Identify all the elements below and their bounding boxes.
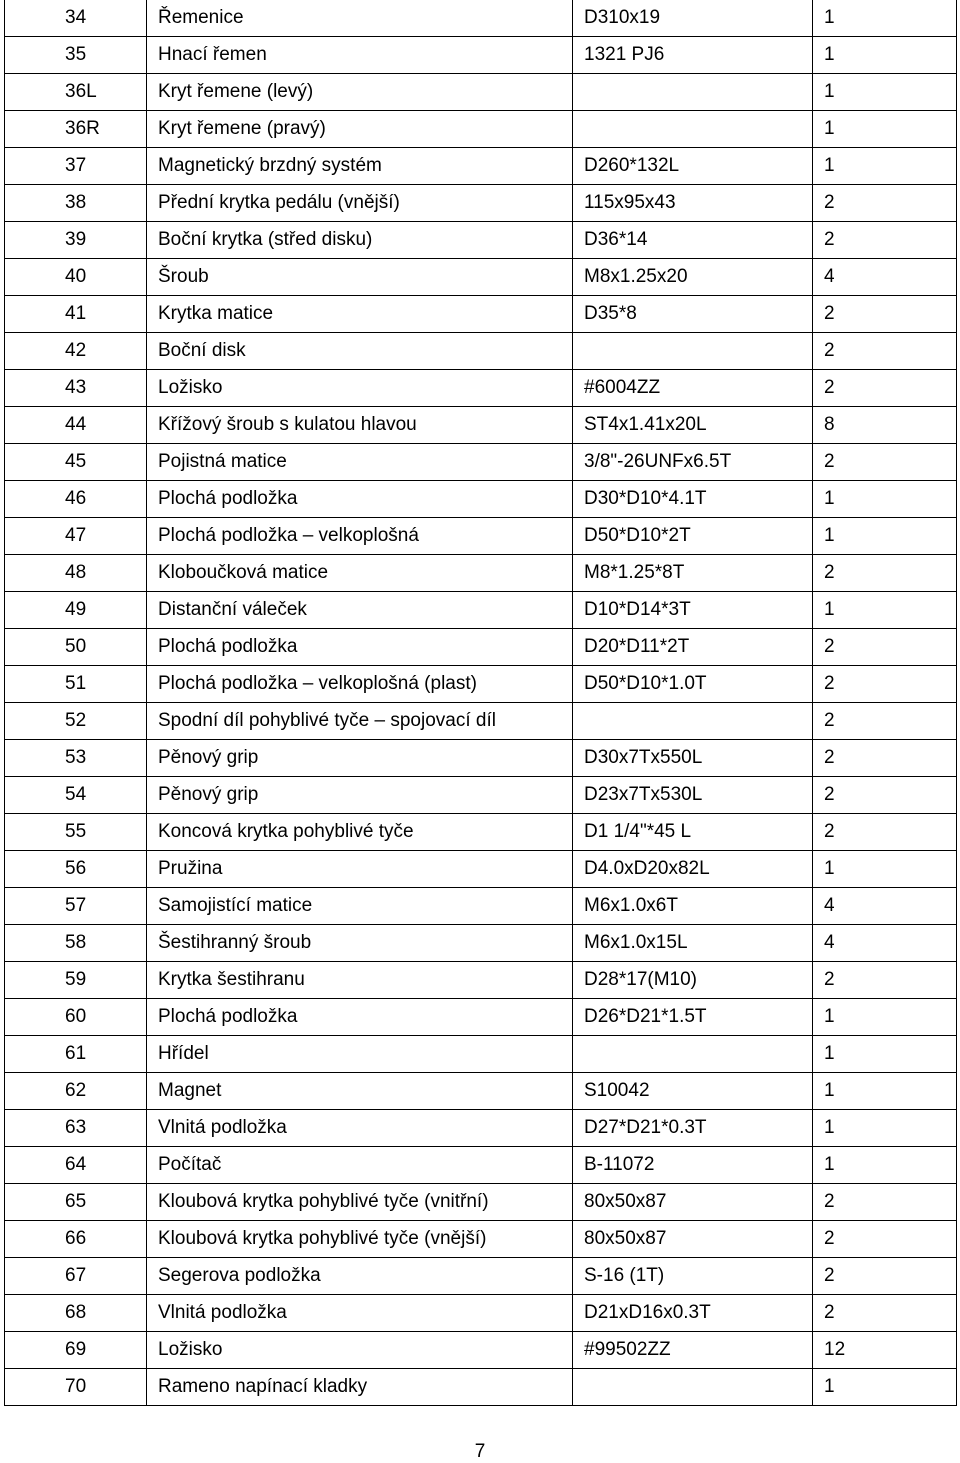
table-row <box>5 1295 957 1332</box>
part-name-cell: Vlnitá podložka <box>147 1110 573 1147</box>
part-number-cell: 63 <box>5 1110 147 1147</box>
part-name-cell: Šroub <box>147 259 573 296</box>
part-qty-cell: 2 <box>813 185 957 222</box>
part-qty-cell: 1 <box>813 999 957 1036</box>
part-number-cell: 39 <box>5 222 147 259</box>
part-qty-cell: 1 <box>813 1110 957 1147</box>
part-number-cell: 36R <box>5 111 147 148</box>
part-name-cell: Plochá podložka <box>147 629 573 666</box>
part-name-cell: Přední krytka pedálu (vnější) <box>147 185 573 222</box>
part-name-cell: Hřídel <box>147 1036 573 1073</box>
table-row <box>5 148 957 185</box>
part-number-cell: 60 <box>5 999 147 1036</box>
table-row <box>5 370 957 407</box>
part-number-cell: 59 <box>5 962 147 999</box>
table-row <box>5 333 957 370</box>
table-row <box>5 37 957 74</box>
part-name-cell: Pěnový grip <box>147 740 573 777</box>
part-name-cell: Počítač <box>147 1147 573 1184</box>
part-name-cell: Vlnitá podložka <box>147 1295 573 1332</box>
table-row <box>5 888 957 925</box>
part-number-cell: 68 <box>5 1295 147 1332</box>
part-qty-cell: 2 <box>813 296 957 333</box>
table-row <box>5 666 957 703</box>
part-number-cell: 66 <box>5 1221 147 1258</box>
table-row <box>5 296 957 333</box>
table-row <box>5 629 957 666</box>
part-qty-cell: 2 <box>813 222 957 259</box>
part-spec-cell: S-16 (1T) <box>573 1258 813 1295</box>
table-row <box>5 1110 957 1147</box>
table-row <box>5 74 957 111</box>
part-qty-cell: 12 <box>813 1332 957 1369</box>
table-row <box>5 1036 957 1073</box>
part-spec-cell <box>573 74 813 111</box>
part-qty-cell: 2 <box>813 629 957 666</box>
part-number-cell: 34 <box>5 0 147 37</box>
part-qty-cell: 2 <box>813 555 957 592</box>
part-number-cell: 69 <box>5 1332 147 1369</box>
part-qty-cell: 1 <box>813 1147 957 1184</box>
part-qty-cell: 4 <box>813 925 957 962</box>
part-number-cell: 40 <box>5 259 147 296</box>
table-row <box>5 592 957 629</box>
part-name-cell: Plochá podložka – velkoplošná <box>147 518 573 555</box>
part-spec-cell <box>573 1369 813 1406</box>
part-number-cell: 47 <box>5 518 147 555</box>
part-number-cell: 49 <box>5 592 147 629</box>
part-spec-cell: D21xD16x0.3T <box>573 1295 813 1332</box>
part-spec-cell: D30*D10*4.1T <box>573 481 813 518</box>
part-number-cell: 35 <box>5 37 147 74</box>
part-name-cell: Distanční váleček <box>147 592 573 629</box>
part-name-cell: Kryt řemene (pravý) <box>147 111 573 148</box>
table-row <box>5 259 957 296</box>
part-spec-cell: D20*D11*2T <box>573 629 813 666</box>
table-row <box>5 1073 957 1110</box>
part-name-cell: Kloboučková matice <box>147 555 573 592</box>
part-spec-cell: D36*14 <box>573 222 813 259</box>
table-row <box>5 555 957 592</box>
part-number-cell: 38 <box>5 185 147 222</box>
part-qty-cell: 1 <box>813 74 957 111</box>
part-spec-cell: 80x50x87 <box>573 1184 813 1221</box>
part-number-cell: 51 <box>5 666 147 703</box>
part-spec-cell <box>573 111 813 148</box>
part-qty-cell: 2 <box>813 444 957 481</box>
part-spec-cell: #99502ZZ <box>573 1332 813 1369</box>
part-qty-cell: 8 <box>813 407 957 444</box>
table-row <box>5 851 957 888</box>
part-number-cell: 45 <box>5 444 147 481</box>
part-spec-cell: D26*D21*1.5T <box>573 999 813 1036</box>
part-qty-cell: 1 <box>813 1369 957 1406</box>
table-row <box>5 1258 957 1295</box>
part-spec-cell: D260*132L <box>573 148 813 185</box>
part-qty-cell: 2 <box>813 333 957 370</box>
part-number-cell: 56 <box>5 851 147 888</box>
part-spec-cell: M8x1.25x20 <box>573 259 813 296</box>
part-number-cell: 44 <box>5 407 147 444</box>
part-name-cell: Kloubová krytka pohyblivé tyče (vnitřní) <box>147 1184 573 1221</box>
part-spec-cell: D4.0xD20x82L <box>573 851 813 888</box>
part-number-cell: 52 <box>5 703 147 740</box>
part-spec-cell: 80x50x87 <box>573 1221 813 1258</box>
part-name-cell: Krytka matice <box>147 296 573 333</box>
table-row <box>5 1332 957 1369</box>
part-name-cell: Ložisko <box>147 370 573 407</box>
part-name-cell: Plochá podložka <box>147 481 573 518</box>
part-name-cell: Koncová krytka pohyblivé tyče <box>147 814 573 851</box>
part-number-cell: 67 <box>5 1258 147 1295</box>
part-name-cell: Segerova podložka <box>147 1258 573 1295</box>
part-name-cell: Křížový šroub s kulatou hlavou <box>147 407 573 444</box>
part-name-cell: Ložisko <box>147 1332 573 1369</box>
parts-table <box>4 0 957 1406</box>
part-qty-cell: 2 <box>813 1295 957 1332</box>
part-qty-cell: 2 <box>813 666 957 703</box>
part-qty-cell: 2 <box>813 703 957 740</box>
part-qty-cell: 1 <box>813 481 957 518</box>
table-row <box>5 740 957 777</box>
part-number-cell: 37 <box>5 148 147 185</box>
part-name-cell: Krytka šestihranu <box>147 962 573 999</box>
table-row <box>5 703 957 740</box>
part-name-cell: Kryt řemene (levý) <box>147 74 573 111</box>
part-number-cell: 54 <box>5 777 147 814</box>
part-name-cell: Pojistná matice <box>147 444 573 481</box>
part-number-cell: 58 <box>5 925 147 962</box>
part-qty-cell: 1 <box>813 1073 957 1110</box>
part-name-cell: Pěnový grip <box>147 777 573 814</box>
part-qty-cell: 2 <box>813 962 957 999</box>
table-row <box>5 185 957 222</box>
part-qty-cell: 2 <box>813 1221 957 1258</box>
table-row <box>5 1184 957 1221</box>
part-spec-cell: B-11072 <box>573 1147 813 1184</box>
table-row <box>5 1369 957 1406</box>
part-spec-cell: M6x1.0x6T <box>573 888 813 925</box>
part-spec-cell <box>573 333 813 370</box>
part-number-cell: 65 <box>5 1184 147 1221</box>
table-row <box>5 407 957 444</box>
part-name-cell: Plochá podložka – velkoplošná (plast) <box>147 666 573 703</box>
part-spec-cell: ST4x1.41x20L <box>573 407 813 444</box>
part-name-cell: Rameno napínací kladky <box>147 1369 573 1406</box>
table-row <box>5 481 957 518</box>
part-qty-cell: 4 <box>813 888 957 925</box>
part-qty-cell: 1 <box>813 851 957 888</box>
part-spec-cell: D28*17(M10) <box>573 962 813 999</box>
part-number-cell: 70 <box>5 1369 147 1406</box>
part-qty-cell: 1 <box>813 0 957 37</box>
part-qty-cell: 1 <box>813 148 957 185</box>
part-qty-cell: 2 <box>813 814 957 851</box>
part-spec-cell: 115x95x43 <box>573 185 813 222</box>
part-spec-cell: D35*8 <box>573 296 813 333</box>
part-spec-cell: #6004ZZ <box>573 370 813 407</box>
table-row <box>5 777 957 814</box>
table-row <box>5 518 957 555</box>
part-qty-cell: 2 <box>813 740 957 777</box>
part-number-cell: 43 <box>5 370 147 407</box>
part-spec-cell: D30x7Tx550L <box>573 740 813 777</box>
page-number: 7 <box>474 1441 486 1462</box>
part-name-cell: Magnet <box>147 1073 573 1110</box>
part-qty-cell: 2 <box>813 370 957 407</box>
table-row <box>5 814 957 851</box>
part-spec-cell: D1 1/4"*45 L <box>573 814 813 851</box>
table-row <box>5 111 957 148</box>
part-qty-cell: 1 <box>813 37 957 74</box>
table-row <box>5 1221 957 1258</box>
part-name-cell: Samojistící matice <box>147 888 573 925</box>
part-qty-cell: 2 <box>813 1258 957 1295</box>
part-name-cell: Plochá podložka <box>147 999 573 1036</box>
part-qty-cell: 1 <box>813 592 957 629</box>
part-qty-cell: 2 <box>813 777 957 814</box>
part-qty-cell: 1 <box>813 518 957 555</box>
part-number-cell: 64 <box>5 1147 147 1184</box>
part-name-cell: Řemenice <box>147 0 573 37</box>
part-qty-cell: 4 <box>813 259 957 296</box>
table-row <box>5 925 957 962</box>
part-spec-cell: D50*D10*1.0T <box>573 666 813 703</box>
part-spec-cell: S10042 <box>573 1073 813 1110</box>
table-row <box>5 1147 957 1184</box>
part-name-cell: Boční krytka (střed disku) <box>147 222 573 259</box>
table-row <box>5 962 957 999</box>
part-spec-cell: D50*D10*2T <box>573 518 813 555</box>
table-row <box>5 222 957 259</box>
part-number-cell: 36L <box>5 74 147 111</box>
table-row <box>5 0 957 37</box>
part-number-cell: 48 <box>5 555 147 592</box>
part-qty-cell: 1 <box>813 1036 957 1073</box>
part-spec-cell <box>573 703 813 740</box>
part-spec-cell: M6x1.0x15L <box>573 925 813 962</box>
part-number-cell: 55 <box>5 814 147 851</box>
part-name-cell: Boční disk <box>147 333 573 370</box>
table-row <box>5 444 957 481</box>
part-number-cell: 61 <box>5 1036 147 1073</box>
part-name-cell: Spodní díl pohyblivé tyče – spojovací díl <box>147 703 573 740</box>
part-spec-cell: D10*D14*3T <box>573 592 813 629</box>
part-number-cell: 41 <box>5 296 147 333</box>
part-name-cell: Pružina <box>147 851 573 888</box>
part-name-cell: Kloubová krytka pohyblivé tyče (vnější) <box>147 1221 573 1258</box>
part-number-cell: 62 <box>5 1073 147 1110</box>
part-number-cell: 53 <box>5 740 147 777</box>
part-number-cell: 57 <box>5 888 147 925</box>
part-name-cell: Hnací řemen <box>147 37 573 74</box>
part-number-cell: 46 <box>5 481 147 518</box>
part-name-cell: Magnetický brzdný systém <box>147 148 573 185</box>
part-number-cell: 50 <box>5 629 147 666</box>
part-number-cell: 42 <box>5 333 147 370</box>
part-spec-cell: D27*D21*0.3T <box>573 1110 813 1147</box>
parts-table-body <box>5 0 957 1406</box>
part-name-cell: Šestihranný šroub <box>147 925 573 962</box>
part-spec-cell: M8*1.25*8T <box>573 555 813 592</box>
part-qty-cell: 2 <box>813 1184 957 1221</box>
part-spec-cell: 1321 PJ6 <box>573 37 813 74</box>
part-spec-cell: D23x7Tx530L <box>573 777 813 814</box>
part-spec-cell: D310x19 <box>573 0 813 37</box>
part-spec-cell <box>573 1036 813 1073</box>
part-spec-cell: 3/8"-26UNFx6.5T <box>573 444 813 481</box>
table-row <box>5 999 957 1036</box>
part-qty-cell: 1 <box>813 111 957 148</box>
